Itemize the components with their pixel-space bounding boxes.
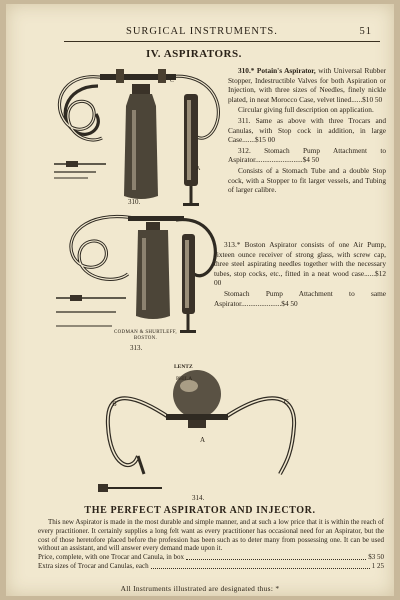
page-number: 51 [359,26,372,37]
figure-313-boston-aspirator [56,206,224,338]
description-column-1 [228,66,386,196]
item-312-consists: Consists of a Stomach Tube and a double Stop cock, with a Stopper to fit larger vessels, and Tubing of larger calibre. [228,165,386,195]
header-rule [64,41,380,42]
item-310-text: with Universal Rubber Stopper, Indestructible Valves for both Aspiration or Injection, with three sizes of Needles, finely nickle plated, in neat Morocco Case, velvet lined......$10 50 [228,66,386,104]
section-title: IV. ASPIRATORS. [146,48,242,60]
item-313-attachment: Stomach Pump Attachment to same Aspirator......................$4 50 [214,288,386,308]
page-header [6,26,394,40]
injector-paragraph: This new Aspirator is made in the most durable and simple manner, and at such a low price that it is within the reach of every practitioner. It certainly supplies a long felt want as every practitioner has occasional need for an Aspirator, but the cost of those heretofore placed before the profession has been such as to deter many from possessing one. It can be used without an assistant, and will answer every demand made upon it. [38,518,384,553]
description-column-2 [214,240,386,309]
price-1-label: Price, complete, with one Trocar and Canula, in box [38,553,184,562]
price-row-1 [38,553,384,562]
item-313: 313.* Boston Aspirator consists of one Air Pump, sixteen ounce receiver of strong glass, with screw cap, three steel aspirating needles together with the necessary tubes, stop cocks, etc., fitted in a neat wood case......$12 00 [214,240,386,288]
caption-313: 313. [130,344,143,352]
fig314-letter-b: B [112,400,117,408]
item-310-circular: Circular giving full description on application. [238,105,374,115]
figure-314-perfect-aspirator [92,356,308,496]
bulb-label-1: LENTZ [174,364,193,370]
item-311: 311. Same as above with three Trocars and Canulas, with Stop cock in addition, in large Case.......$15 00 [228,115,386,145]
item-312: 312. Stomach Pump Attachment to Aspirator..........................$4 50 [228,145,386,165]
maker-stamp [114,330,177,342]
maker-name: CODMAN & SHURTLEFF, [114,330,177,335]
caption-314: 314. [192,494,205,502]
fig310-letter-a: A [196,166,201,172]
bulb-label-2: PHILA [176,376,193,382]
fig310-letter-c: C [170,78,175,84]
price-2-value: 1 25 [371,561,384,570]
catalog-page [6,4,394,596]
price-1-value: $3 50 [368,553,384,562]
page-footer: All Instruments illustrated are designated thus: * [120,584,280,593]
price-2-label: Extra sizes of Trocar and Canulas, each [38,561,149,570]
maker-city: BOSTON. [133,336,158,341]
running-title: SURGICAL INSTRUMENTS. [126,26,278,37]
figure-310-potain-aspirator [46,60,228,210]
injector-description [38,518,384,571]
item-310-heading: 310.* Potain's Aspirator, [238,66,316,75]
leader-dots [186,553,366,560]
leader-dots [151,562,370,569]
fig314-letter-c: C [284,398,289,406]
fig314-letter-a: A [200,436,206,444]
caption-310: 310. [128,198,141,206]
price-row-2 [38,562,384,571]
injector-title: THE PERFECT ASPIRATOR AND INJECTOR. [84,505,316,516]
